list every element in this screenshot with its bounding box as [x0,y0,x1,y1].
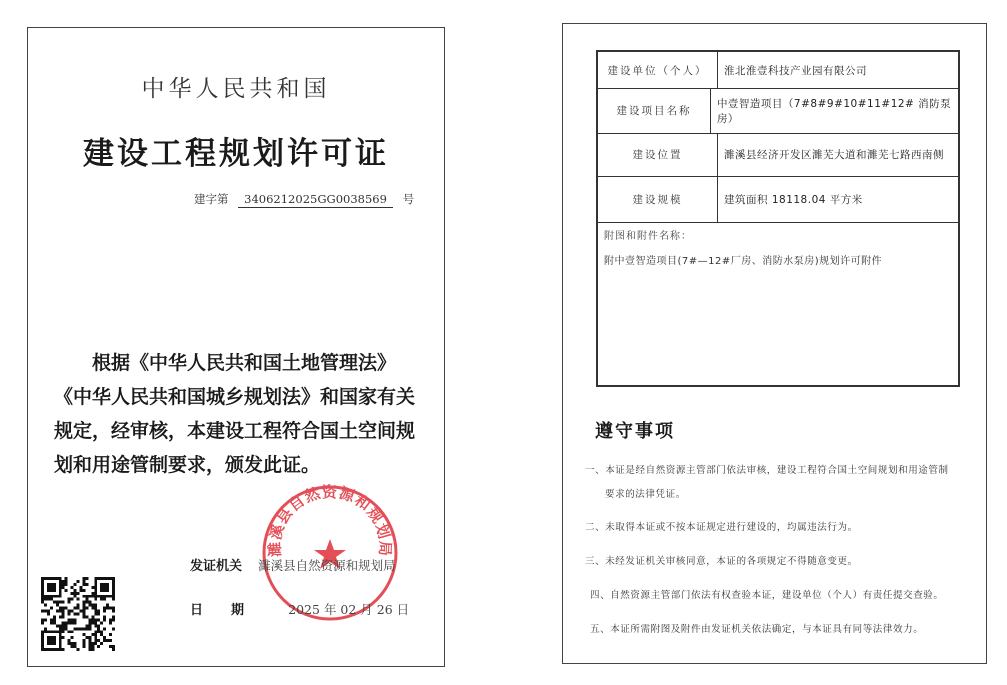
certificate-number-row [194,191,414,208]
certificate-number-prefix: 建字第 [194,192,229,206]
row-label: 建设项目名称 [598,88,711,133]
note-item: 四、自然资源主管部门依法有权查验本证，建设单位（个人）有责任提交查验。 [590,590,944,601]
attachment-label: 附图和附件名称： [604,231,692,242]
issuer-row [190,555,396,574]
table-row [598,88,958,134]
note-item: 三、未经发证机关审核同意，本证的各项规定不得随意变更。 [585,556,858,567]
note-item: 五、本证所需附图及附件由发证机关依法确定，与本证具有同等法律效力。 [590,624,924,635]
note-item: 二、未取得本证或不按本证规定进行建设的，均属违法行为。 [585,522,858,533]
row-value: 中壹智造项目（7#8#9#10#11#12# 消防泵房） [716,97,952,125]
row-value: 淮北淮壹科技产业园有限公司 [724,64,867,77]
certificate-number-suffix: 号 [402,192,415,206]
issue-date-row [190,599,409,618]
date-value: 2025 年 02 月 26 日 [288,602,410,617]
certificate-number: 3406212025GG0038569 [238,192,393,208]
issuer-label: 发证机关 [190,559,243,574]
certificate-title: 建设工程规划许可证 [83,136,389,172]
notes-title: 遵守事项 [595,421,675,442]
note-item: 一、本证是经自然资源主管部门依法审核，建设工程符合国土空间规划和用途管制 [585,465,949,476]
table-row [598,133,958,177]
row-label: 建设位置 [598,133,718,176]
certificate-detail-page [562,23,987,664]
attachment-text: 附中壹智造项目(7#—12#厂房、消防水泵房)规划许可附件 [604,256,883,267]
svg-text:濉溪县自然资源和规划局: 濉溪县自然资源和规划局 [265,483,395,558]
certificate-cover-page [27,27,445,667]
row-value: 建筑面积 18118.04 平方米 [724,193,863,206]
legal-statement: 根据《中华人民共和国土地管理法》《中华人民共和国城乡规划法》和国家有关规定，经审核，本建设工程符合国土空间规划和用途管制要求，颁发此证。 [54,352,416,476]
row-label: 建设单位（个人） [598,52,718,88]
qr-code-icon [41,577,115,651]
table-row [598,176,958,223]
country-name: 中华人民共和国 [141,76,331,102]
project-info-table [596,50,960,387]
row-label: 建设规模 [598,176,718,222]
date-label: 日期 [190,603,273,618]
note-item: 要求的法律凭证。 [605,489,686,500]
row-value: 濉溪县经济开发区濉芜大道和濉芜七路西南侧 [724,149,944,161]
issuer-value: 濉溪县自然资源和规划局 [258,558,396,573]
attachment-section [598,222,958,385]
table-row [598,52,958,89]
